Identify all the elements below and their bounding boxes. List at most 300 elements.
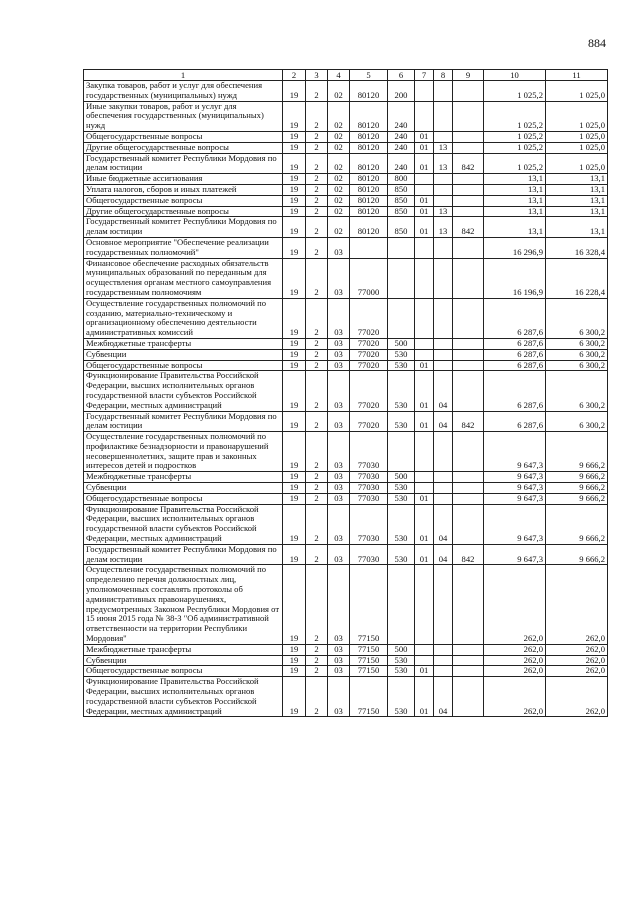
row-value-cell: 9 666,2 (546, 544, 608, 565)
row-name-cell: Государственный комитет Республики Мордовия по делам юстиции (84, 153, 283, 174)
row-value-cell: 01 (415, 131, 434, 142)
row-value-cell: 02 (328, 206, 350, 217)
table-row (84, 195, 608, 206)
row-value-cell: 1 025,0 (546, 142, 608, 153)
row-value-cell: 02 (328, 81, 350, 102)
row-value-cell: 9 666,2 (546, 483, 608, 494)
table-row (84, 644, 608, 655)
row-value-cell: 19 (283, 432, 306, 472)
row-value-cell: 1 025,2 (484, 153, 546, 174)
row-value-cell (415, 237, 434, 258)
row-value-cell: 9 666,2 (546, 432, 608, 472)
row-value-cell: 01 (415, 493, 434, 504)
row-value-cell: 13,1 (484, 174, 546, 185)
row-value-cell (415, 101, 434, 131)
row-value-cell: 13 (434, 206, 453, 217)
row-value-cell (434, 483, 453, 494)
row-value-cell: 03 (328, 483, 350, 494)
row-value-cell: 19 (283, 195, 306, 206)
table-row (84, 360, 608, 371)
column-header: 10 (484, 70, 546, 81)
table-row (84, 237, 608, 258)
row-value-cell: 80120 (350, 153, 388, 174)
row-value-cell (453, 644, 484, 655)
row-value-cell: 77020 (350, 371, 388, 411)
row-value-cell: 842 (453, 411, 484, 432)
row-value-cell (453, 483, 484, 494)
row-value-cell: 03 (328, 237, 350, 258)
row-value-cell: 1 025,2 (484, 142, 546, 153)
row-name-cell: Основное мероприятие "Обеспечение реализации государственных полномочий" (84, 237, 283, 258)
row-value-cell (415, 565, 434, 644)
row-name-cell: Уплата налогов, сборов и иных платежей (84, 184, 283, 195)
row-value-cell: 1 025,2 (484, 81, 546, 102)
row-value-cell: 02 (328, 217, 350, 238)
row-value-cell (434, 101, 453, 131)
row-value-cell: 2 (306, 131, 328, 142)
row-value-cell (434, 432, 453, 472)
row-value-cell: 850 (388, 184, 415, 195)
row-value-cell (434, 666, 453, 677)
row-name-cell: Межбюджетные трансферты (84, 644, 283, 655)
row-value-cell: 6 300,2 (546, 349, 608, 360)
table-body (84, 70, 608, 717)
row-value-cell: 19 (283, 349, 306, 360)
row-value-cell: 19 (283, 677, 306, 717)
row-value-cell: 530 (388, 371, 415, 411)
row-value-cell: 530 (388, 504, 415, 544)
row-value-cell: 19 (283, 371, 306, 411)
row-value-cell: 19 (283, 258, 306, 298)
row-value-cell: 240 (388, 153, 415, 174)
row-value-cell (453, 371, 484, 411)
row-value-cell (453, 677, 484, 717)
row-value-cell: 19 (283, 472, 306, 483)
row-value-cell: 850 (388, 217, 415, 238)
row-value-cell: 01 (415, 360, 434, 371)
row-value-cell: 02 (328, 153, 350, 174)
table-row (84, 655, 608, 666)
row-value-cell: 03 (328, 432, 350, 472)
row-value-cell: 200 (388, 81, 415, 102)
row-value-cell: 2 (306, 666, 328, 677)
row-value-cell (434, 493, 453, 504)
row-value-cell: 19 (283, 504, 306, 544)
row-name-cell: Межбюджетные трансферты (84, 472, 283, 483)
row-value-cell: 2 (306, 81, 328, 102)
row-value-cell: 262,0 (484, 644, 546, 655)
row-value-cell: 2 (306, 504, 328, 544)
row-value-cell: 1 025,0 (546, 101, 608, 131)
row-name-cell: Субвенции (84, 349, 283, 360)
row-value-cell (453, 360, 484, 371)
row-value-cell: 80120 (350, 184, 388, 195)
row-name-cell: Функционирование Правительства Российской Федерации, высших исполнительных органов государственной власти субъектов Российской Федерации, местных администраций (84, 677, 283, 717)
column-header: 9 (453, 70, 484, 81)
row-value-cell: 13 (434, 153, 453, 174)
row-value-cell: 19 (283, 142, 306, 153)
row-value-cell: 262,0 (546, 565, 608, 644)
row-value-cell: 03 (328, 338, 350, 349)
row-value-cell: 9 647,3 (484, 544, 546, 565)
row-value-cell (453, 206, 484, 217)
row-value-cell: 2 (306, 472, 328, 483)
row-name-cell: Другие общегосударственные вопросы (84, 142, 283, 153)
row-value-cell: 2 (306, 298, 328, 338)
column-header: 1 (84, 70, 283, 81)
row-value-cell: 01 (415, 411, 434, 432)
page-number: 884 (588, 36, 606, 50)
row-name-cell: Иные бюджетные ассигнования (84, 174, 283, 185)
row-name-cell: Государственный комитет Республики Мордовия по делам юстиции (84, 217, 283, 238)
row-value-cell: 13,1 (484, 184, 546, 195)
row-value-cell: 6 287,6 (484, 360, 546, 371)
row-value-cell: 01 (415, 217, 434, 238)
row-value-cell: 01 (415, 666, 434, 677)
row-value-cell: 530 (388, 349, 415, 360)
row-value-cell: 2 (306, 101, 328, 131)
row-value-cell: 530 (388, 411, 415, 432)
row-value-cell (434, 655, 453, 666)
row-value-cell: 80120 (350, 217, 388, 238)
row-value-cell: 01 (415, 677, 434, 717)
row-value-cell: 2 (306, 349, 328, 360)
row-name-cell: Общегосударственные вопросы (84, 493, 283, 504)
row-value-cell: 1 025,0 (546, 131, 608, 142)
row-value-cell (415, 472, 434, 483)
row-value-cell (388, 298, 415, 338)
row-name-cell: Общегосударственные вопросы (84, 360, 283, 371)
table-row (84, 504, 608, 544)
row-value-cell: 9 666,2 (546, 504, 608, 544)
row-value-cell (453, 565, 484, 644)
row-value-cell: 02 (328, 184, 350, 195)
table-row (84, 338, 608, 349)
row-value-cell: 1 025,2 (484, 131, 546, 142)
row-value-cell: 03 (328, 504, 350, 544)
row-value-cell: 13,1 (484, 217, 546, 238)
row-value-cell (453, 142, 484, 153)
row-value-cell (453, 174, 484, 185)
row-value-cell: 03 (328, 565, 350, 644)
row-value-cell: 2 (306, 644, 328, 655)
row-value-cell (434, 195, 453, 206)
table-row (84, 258, 608, 298)
row-value-cell (415, 81, 434, 102)
row-value-cell: 13,1 (546, 195, 608, 206)
row-value-cell: 9 647,3 (484, 493, 546, 504)
row-value-cell (453, 237, 484, 258)
row-name-cell: Общегосударственные вопросы (84, 195, 283, 206)
row-value-cell: 19 (283, 655, 306, 666)
row-value-cell (434, 258, 453, 298)
row-value-cell: 6 287,6 (484, 411, 546, 432)
table-row (84, 544, 608, 565)
row-value-cell: 2 (306, 544, 328, 565)
table-row (84, 432, 608, 472)
row-value-cell: 2 (306, 360, 328, 371)
table-row (84, 472, 608, 483)
row-name-cell: Осуществление государственных полномочий по профилактике безнадзорности и правонарушений несовершеннолетних, защите прав и законных интересов детей и подростков (84, 432, 283, 472)
row-value-cell (453, 131, 484, 142)
table-row (84, 349, 608, 360)
row-value-cell: 530 (388, 666, 415, 677)
row-value-cell (434, 565, 453, 644)
row-value-cell: 77030 (350, 544, 388, 565)
column-header: 4 (328, 70, 350, 81)
row-value-cell: 19 (283, 360, 306, 371)
row-value-cell: 03 (328, 411, 350, 432)
table-row (84, 677, 608, 717)
table-row (84, 217, 608, 238)
table-row (84, 206, 608, 217)
row-value-cell: 240 (388, 101, 415, 131)
table-row (84, 81, 608, 102)
row-value-cell (453, 349, 484, 360)
row-value-cell (415, 349, 434, 360)
row-value-cell: 9 647,3 (484, 504, 546, 544)
row-value-cell: 19 (283, 493, 306, 504)
row-value-cell: 13,1 (484, 206, 546, 217)
row-value-cell: 240 (388, 131, 415, 142)
row-value-cell: 03 (328, 544, 350, 565)
row-value-cell: 2 (306, 237, 328, 258)
row-value-cell (434, 349, 453, 360)
row-value-cell: 530 (388, 677, 415, 717)
budget-table (83, 69, 608, 717)
row-value-cell: 2 (306, 217, 328, 238)
column-header: 8 (434, 70, 453, 81)
row-value-cell (453, 195, 484, 206)
row-value-cell (453, 298, 484, 338)
row-name-cell: Общегосударственные вопросы (84, 666, 283, 677)
table-row (84, 131, 608, 142)
row-name-cell: Государственный комитет Республики Мордовия по делам юстиции (84, 544, 283, 565)
table-row (84, 565, 608, 644)
row-value-cell: 16 228,4 (546, 258, 608, 298)
row-value-cell: 16 296,9 (484, 237, 546, 258)
row-value-cell (388, 565, 415, 644)
row-value-cell: 77020 (350, 338, 388, 349)
row-value-cell: 530 (388, 360, 415, 371)
row-value-cell (415, 483, 434, 494)
row-value-cell: 6 287,6 (484, 298, 546, 338)
row-name-cell: Осуществление государственных полномочий по созданию, материально-техническому и организационному обеспечению деятельности административных комиссий (84, 298, 283, 338)
row-value-cell (453, 504, 484, 544)
row-value-cell (434, 472, 453, 483)
row-value-cell: 6 300,2 (546, 338, 608, 349)
row-value-cell: 2 (306, 411, 328, 432)
row-value-cell: 04 (434, 504, 453, 544)
row-value-cell: 03 (328, 644, 350, 655)
row-value-cell: 2 (306, 153, 328, 174)
row-value-cell: 2 (306, 184, 328, 195)
row-value-cell: 77150 (350, 666, 388, 677)
row-value-cell (415, 174, 434, 185)
row-value-cell: 2 (306, 371, 328, 411)
row-value-cell (434, 644, 453, 655)
row-value-cell: 01 (415, 153, 434, 174)
row-value-cell: 842 (453, 544, 484, 565)
row-value-cell: 03 (328, 666, 350, 677)
row-value-cell: 77030 (350, 432, 388, 472)
row-value-cell: 77020 (350, 349, 388, 360)
row-value-cell: 9 666,2 (546, 472, 608, 483)
column-header: 7 (415, 70, 434, 81)
row-name-cell: Функционирование Правительства Российской Федерации, высших исполнительных органов государственной власти субъектов Российской Федерации, местных администраций (84, 371, 283, 411)
table-row (84, 184, 608, 195)
row-value-cell: 80120 (350, 81, 388, 102)
row-value-cell: 80120 (350, 101, 388, 131)
row-value-cell: 1 025,2 (484, 101, 546, 131)
row-value-cell: 6 287,6 (484, 338, 546, 349)
table-header-row (84, 70, 608, 81)
row-value-cell: 19 (283, 666, 306, 677)
row-name-cell: Закупка товаров, работ и услуг для обеспечения государственных (муниципальных) нужд (84, 81, 283, 102)
row-value-cell: 02 (328, 101, 350, 131)
row-value-cell: 6 300,2 (546, 371, 608, 411)
row-value-cell: 13 (434, 142, 453, 153)
row-value-cell: 1 025,0 (546, 153, 608, 174)
row-value-cell: 77020 (350, 411, 388, 432)
row-value-cell: 262,0 (484, 565, 546, 644)
row-value-cell: 16 328,4 (546, 237, 608, 258)
row-value-cell (453, 432, 484, 472)
row-value-cell (434, 184, 453, 195)
row-value-cell: 13,1 (546, 174, 608, 185)
table-row (84, 153, 608, 174)
row-name-cell: Межбюджетные трансферты (84, 338, 283, 349)
row-value-cell: 2 (306, 483, 328, 494)
row-value-cell: 19 (283, 174, 306, 185)
column-header: 6 (388, 70, 415, 81)
table-row (84, 142, 608, 153)
row-value-cell: 04 (434, 677, 453, 717)
row-value-cell: 16 196,9 (484, 258, 546, 298)
row-value-cell: 2 (306, 493, 328, 504)
row-value-cell: 03 (328, 655, 350, 666)
row-value-cell: 262,0 (546, 677, 608, 717)
row-value-cell (434, 298, 453, 338)
table-row (84, 411, 608, 432)
row-value-cell: 77030 (350, 483, 388, 494)
row-value-cell: 19 (283, 298, 306, 338)
row-value-cell: 13,1 (546, 217, 608, 238)
row-value-cell: 80120 (350, 195, 388, 206)
row-value-cell: 530 (388, 483, 415, 494)
row-value-cell: 530 (388, 544, 415, 565)
row-value-cell: 77030 (350, 504, 388, 544)
row-value-cell: 03 (328, 677, 350, 717)
row-value-cell: 77000 (350, 258, 388, 298)
row-value-cell: 6 287,6 (484, 371, 546, 411)
row-value-cell: 01 (415, 504, 434, 544)
row-value-cell: 03 (328, 360, 350, 371)
row-value-cell (453, 493, 484, 504)
row-value-cell: 77150 (350, 644, 388, 655)
row-value-cell: 01 (415, 206, 434, 217)
row-value-cell (453, 666, 484, 677)
row-value-cell: 262,0 (546, 644, 608, 655)
row-value-cell (415, 644, 434, 655)
row-value-cell (415, 184, 434, 195)
row-value-cell: 19 (283, 81, 306, 102)
table-row (84, 371, 608, 411)
row-value-cell: 19 (283, 338, 306, 349)
row-name-cell: Финансовое обеспечение расходных обязательств муниципальных образований по переданным для осуществления органам местного самоуправления государственным полномочиям (84, 258, 283, 298)
row-value-cell: 262,0 (546, 666, 608, 677)
row-value-cell: 19 (283, 565, 306, 644)
row-value-cell (415, 298, 434, 338)
row-value-cell: 19 (283, 644, 306, 655)
row-name-cell: Субвенции (84, 483, 283, 494)
row-value-cell: 530 (388, 655, 415, 666)
row-value-cell (415, 432, 434, 472)
row-value-cell: 262,0 (546, 655, 608, 666)
table-row (84, 101, 608, 131)
row-value-cell (388, 432, 415, 472)
row-value-cell: 9 666,2 (546, 493, 608, 504)
row-value-cell: 03 (328, 298, 350, 338)
row-value-cell: 2 (306, 174, 328, 185)
row-value-cell: 03 (328, 472, 350, 483)
row-value-cell: 13,1 (546, 184, 608, 195)
row-value-cell: 2 (306, 432, 328, 472)
table-row (84, 483, 608, 494)
table-row (84, 493, 608, 504)
row-value-cell (434, 81, 453, 102)
row-value-cell: 80120 (350, 174, 388, 185)
row-value-cell: 262,0 (484, 655, 546, 666)
row-value-cell: 2 (306, 565, 328, 644)
row-value-cell: 13,1 (546, 206, 608, 217)
row-value-cell: 850 (388, 206, 415, 217)
row-value-cell: 2 (306, 655, 328, 666)
row-value-cell: 240 (388, 142, 415, 153)
row-value-cell: 03 (328, 258, 350, 298)
row-value-cell: 13 (434, 217, 453, 238)
row-value-cell (415, 258, 434, 298)
row-value-cell: 2 (306, 677, 328, 717)
row-value-cell: 850 (388, 195, 415, 206)
row-name-cell: Субвенции (84, 655, 283, 666)
row-name-cell: Государственный комитет Республики Мордовия по делам юстиции (84, 411, 283, 432)
row-value-cell: 19 (283, 483, 306, 494)
row-value-cell: 842 (453, 217, 484, 238)
row-value-cell: 6 300,2 (546, 298, 608, 338)
row-value-cell: 04 (434, 371, 453, 411)
row-value-cell: 19 (283, 217, 306, 238)
row-value-cell: 13,1 (484, 195, 546, 206)
row-value-cell: 80120 (350, 131, 388, 142)
row-name-cell: Другие общегосударственные вопросы (84, 206, 283, 217)
row-value-cell: 9 647,3 (484, 432, 546, 472)
row-value-cell: 19 (283, 131, 306, 142)
row-value-cell: 77030 (350, 472, 388, 483)
row-value-cell: 6 287,6 (484, 349, 546, 360)
column-header: 11 (546, 70, 608, 81)
row-value-cell (434, 338, 453, 349)
row-value-cell: 2 (306, 338, 328, 349)
row-value-cell: 04 (434, 544, 453, 565)
row-value-cell: 530 (388, 493, 415, 504)
row-value-cell (453, 655, 484, 666)
row-value-cell (453, 101, 484, 131)
row-name-cell: Иные закупки товаров, работ и услуг для обеспечения государственных (муниципальных) нужд (84, 101, 283, 131)
row-value-cell (350, 237, 388, 258)
row-value-cell: 2 (306, 195, 328, 206)
column-header: 3 (306, 70, 328, 81)
